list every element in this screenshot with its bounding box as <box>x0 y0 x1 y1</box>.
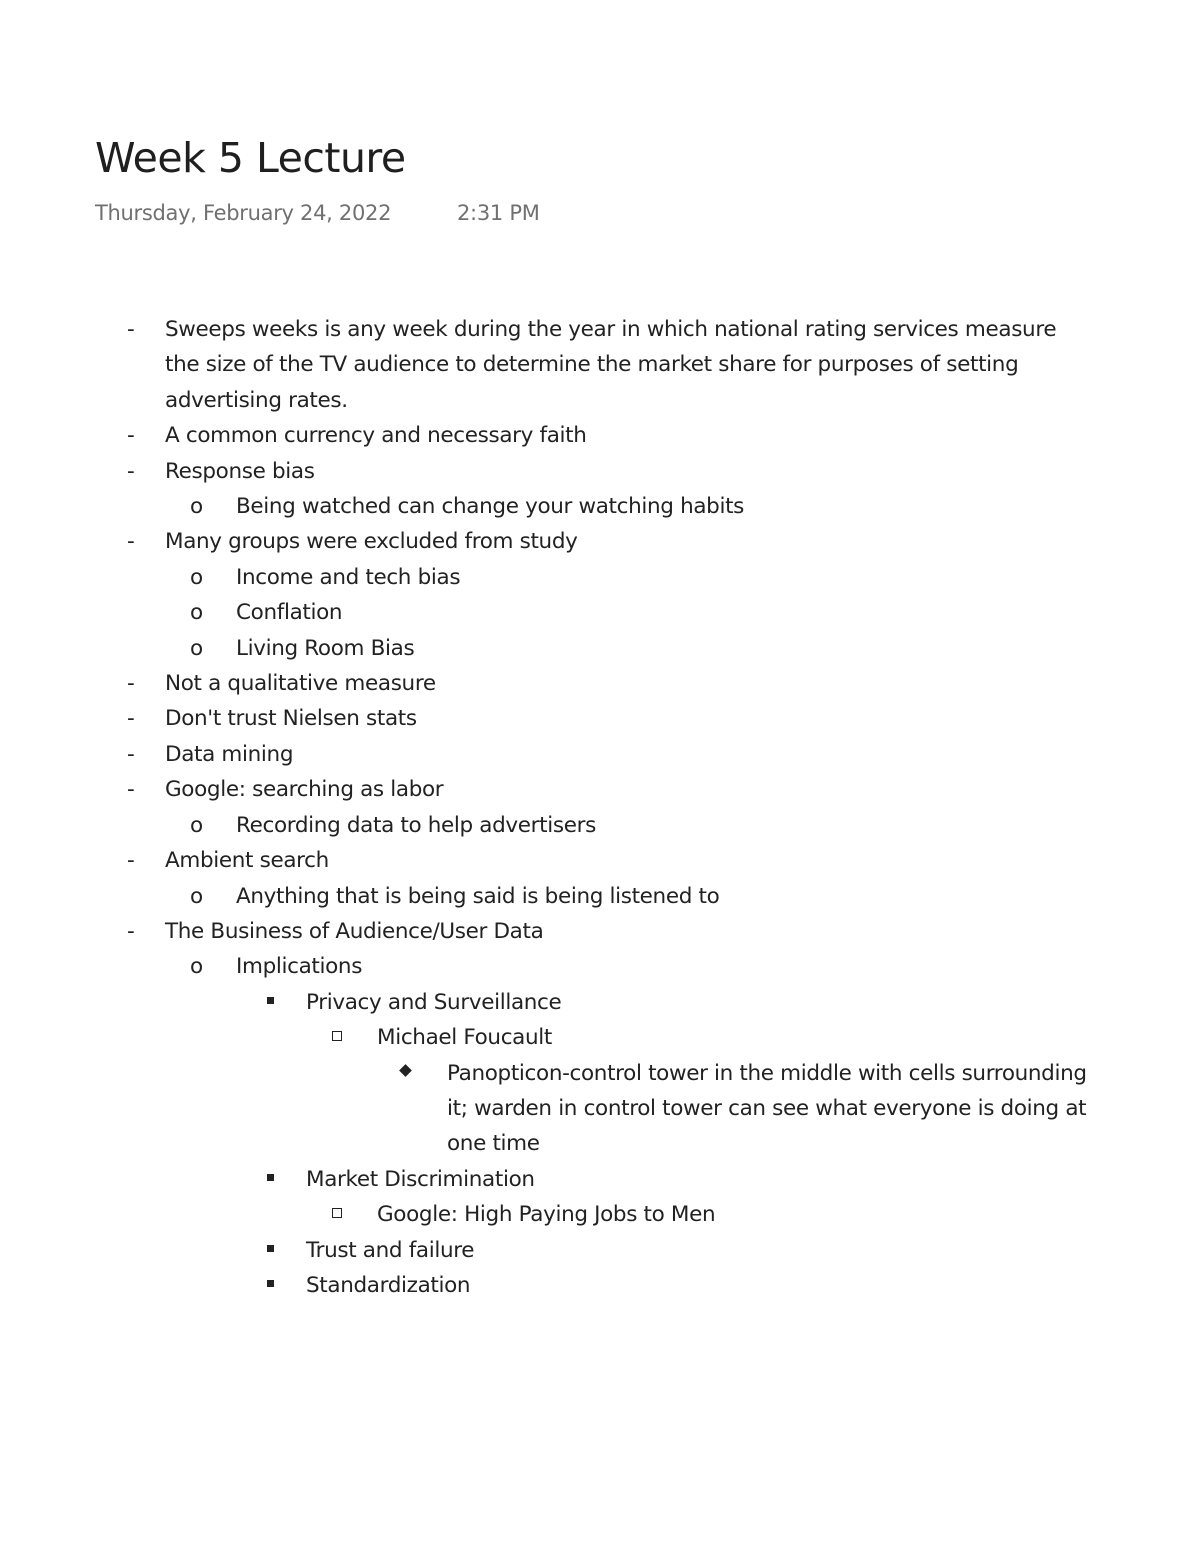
circle-bullet-marker: o <box>190 812 203 838</box>
circle-bullet-marker: o <box>190 564 203 590</box>
list-item <box>0 949 1200 984</box>
page-title: Week 5 Lecture <box>95 134 406 182</box>
list-item <box>0 701 1200 736</box>
dash-bullet-marker: - <box>127 529 135 555</box>
list-item <box>0 454 1200 489</box>
circle-bullet-marker: o <box>190 954 203 980</box>
diamond-bullet-icon <box>397 1056 437 1091</box>
list-item-text: Data mining <box>165 741 294 767</box>
circle-bullet-marker: o <box>190 635 203 661</box>
list-item-text: Trust and failure <box>306 1237 475 1263</box>
list-item <box>0 843 1200 878</box>
circle-bullet-marker: o <box>190 883 203 909</box>
list-item <box>0 1268 1200 1303</box>
page-timestamp <box>95 198 540 228</box>
notes-list <box>0 312 1200 1303</box>
list-item <box>0 631 1200 666</box>
list-item <box>0 772 1200 807</box>
list-item <box>0 1233 1200 1268</box>
square-bullet-icon <box>264 1268 304 1303</box>
list-item-text: Michael Foucault <box>377 1025 552 1051</box>
dash-bullet-marker: - <box>127 848 135 874</box>
page-time: 2:31 PM <box>457 201 540 225</box>
dash-bullet-marker: - <box>127 458 135 484</box>
list-item-text: Conflation <box>236 600 343 626</box>
dash-bullet-marker: - <box>127 918 135 944</box>
list-item-text: Anything that is being said is being listened to <box>236 883 720 909</box>
list-item-text: Ambient search <box>165 848 329 874</box>
dash-bullet-marker: - <box>127 741 135 767</box>
list-item <box>0 985 1200 1020</box>
list-item-text: Market Discrimination <box>306 1166 535 1192</box>
list-item-text: Income and tech bias <box>236 564 461 590</box>
page-date: Thursday, February 24, 2022 <box>95 201 392 225</box>
list-item <box>0 1162 1200 1197</box>
list-item <box>0 524 1200 559</box>
open-square-bullet-icon <box>330 1197 370 1232</box>
list-item <box>0 1020 1200 1055</box>
list-item-text: Google: High Paying Jobs to Men <box>377 1202 716 1228</box>
list-item <box>0 879 1200 914</box>
list-item-text: Recording data to help advertisers <box>236 812 596 838</box>
list-item-text: Response bias <box>165 458 315 484</box>
list-item-text: Google: searching as labor <box>165 777 444 803</box>
list-item-text: Many groups were excluded from study <box>165 529 578 555</box>
square-bullet-icon <box>264 985 304 1020</box>
circle-bullet-marker: o <box>190 600 203 626</box>
list-item-text: Privacy and Surveillance <box>306 989 562 1015</box>
list-item <box>0 914 1200 949</box>
list-item-text: Panopticon-control tower in the middle with cells surrounding it; warden in control tower can see what everyone is doing at one time <box>447 1060 1087 1157</box>
square-bullet-icon <box>264 1233 304 1268</box>
list-item <box>0 418 1200 453</box>
list-item <box>0 595 1200 630</box>
dash-bullet-marker: - <box>127 671 135 697</box>
list-item-text: Being watched can change your watching habits <box>236 494 745 520</box>
list-item-text: Don't trust Nielsen stats <box>165 706 417 732</box>
list-item <box>0 1056 1200 1162</box>
list-item-text: Living Room Bias <box>236 635 415 661</box>
list-item <box>0 489 1200 524</box>
list-item-text: Implications <box>236 954 363 980</box>
list-item-text: Not a qualitative measure <box>165 671 436 697</box>
dash-bullet-marker: - <box>127 777 135 803</box>
list-item-text: Standardization <box>306 1272 471 1298</box>
list-item <box>0 737 1200 772</box>
list-item <box>0 560 1200 595</box>
list-item-text: A common currency and necessary faith <box>165 423 587 449</box>
square-bullet-icon <box>264 1162 304 1197</box>
list-item-text: Sweeps weeks is any week during the year in which national rating services measure the size of the TV audience to determine the market share for purposes of setting advertising rates. <box>165 317 1057 413</box>
open-square-bullet-icon <box>330 1020 370 1055</box>
dash-bullet-marker: - <box>127 706 135 732</box>
list-item <box>0 808 1200 843</box>
list-item <box>0 312 1200 418</box>
list-item-text: The Business of Audience/User Data <box>165 918 544 944</box>
list-item <box>0 1197 1200 1232</box>
circle-bullet-marker: o <box>190 494 203 520</box>
dash-bullet-marker: - <box>127 423 135 449</box>
list-item <box>0 666 1200 701</box>
dash-bullet-marker: - <box>127 317 135 342</box>
